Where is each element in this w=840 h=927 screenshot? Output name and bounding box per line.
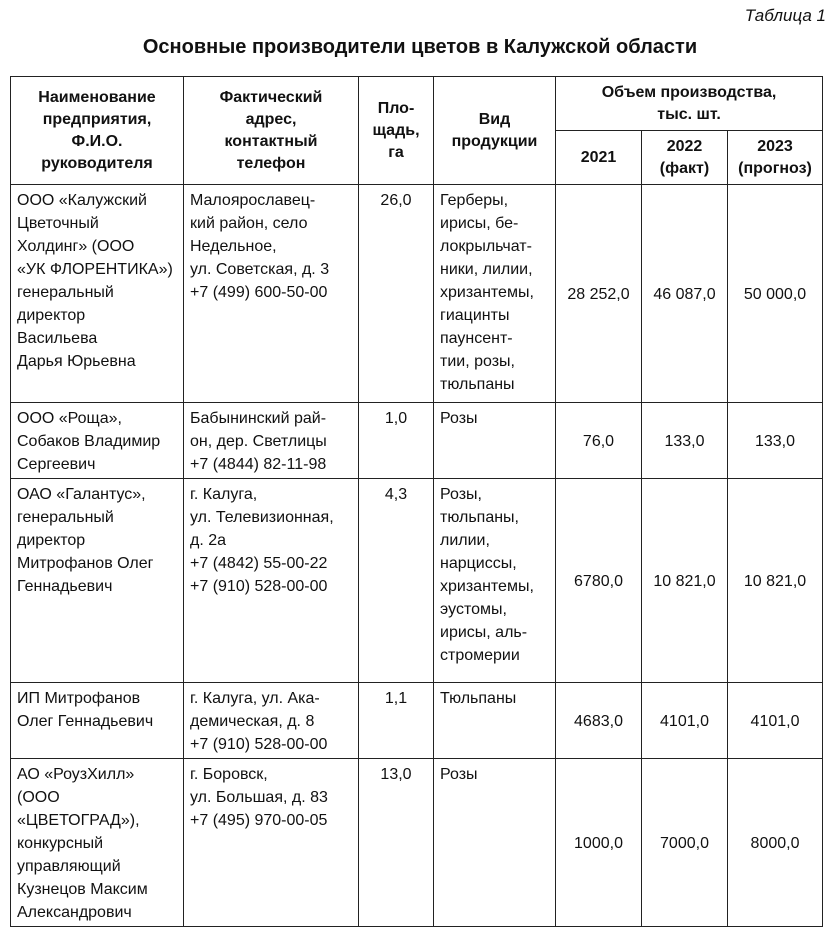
cell-volume-2023: 50 000,0 [728,185,823,403]
cell-products: Розы, тюльпаны, лилии, нарциссы, хризантемы, эустомы, ирисы, аль- стромерии [434,479,556,683]
cell-volume-2021: 4683,0 [556,683,642,759]
cell-area: 4,3 [359,479,434,683]
header-area: Пло- щадь, га [359,77,434,185]
cell-area: 1,1 [359,683,434,759]
cell-volume-2023: 10 821,0 [728,479,823,683]
header-production-volume: Объем производства, тыс. шт. [556,77,823,131]
cell-volume-2021: 28 252,0 [556,185,642,403]
cell-company: ООО «Роща», Собаков Владимир Сергеевич [11,403,184,479]
cell-volume-2022: 10 821,0 [642,479,728,683]
cell-company: ОАО «Галантус», генеральный директор Митрофанов Олег Геннадьевич [11,479,184,683]
cell-volume-2021: 1000,0 [556,759,642,927]
cell-volume-2021: 6780,0 [556,479,642,683]
cell-address: г. Калуга, ул. Ака- демическая, д. 8 +7 (910) 528-00-00 [184,683,359,759]
cell-area: 1,0 [359,403,434,479]
table-body [11,185,823,927]
cell-area: 13,0 [359,759,434,927]
cell-products: Тюльпаны [434,683,556,759]
cell-volume-2023: 8000,0 [728,759,823,927]
cell-company: ИП Митрофанов Олег Геннадьевич [11,683,184,759]
cell-volume-2022: 7000,0 [642,759,728,927]
header-year-2021: 2021 [556,131,642,185]
table-number-label: Таблица 1 [744,6,826,25]
cell-volume-2022: 133,0 [642,403,728,479]
cell-volume-2022: 4101,0 [642,683,728,759]
header-products: Вид продукции [434,77,556,185]
header-year-2023: 2023 (прогноз) [728,131,823,185]
cell-company: ООО «Калужский Цветочный Холдинг» (ООО «УК ФЛОРЕНТИКА») генеральный директор Васильева Дарья Юрьевна [11,185,184,403]
cell-address: г. Калуга, ул. Телевизионная, д. 2а +7 (4842) 55-00-22 +7 (910) 528-00-00 [184,479,359,683]
table-row [11,185,823,403]
cell-products: Розы [434,403,556,479]
cell-company: АО «РоузХилл» (ООО «ЦВЕТОГРАД»), конкурсный управляющий Кузнецов Максим Александрович [11,759,184,927]
cell-address: Малоярославец- кий район, село Недельное, ул. Советская, д. 3 +7 (499) 600-50-00 [184,185,359,403]
cell-address: Бабынинский рай- он, дер. Светлицы +7 (4844) 82-11-98 [184,403,359,479]
table-row [11,683,823,759]
header-address: Фактический адрес, контактный телефон [184,77,359,185]
producers-table [10,76,823,927]
cell-address: г. Боровск, ул. Большая, д. 83 +7 (495) 970-00-05 [184,759,359,927]
table-row [11,479,823,683]
header-year-2022: 2022 (факт) [642,131,728,185]
cell-volume-2021: 76,0 [556,403,642,479]
table-row [11,403,823,479]
document-title: Основные производители цветов в Калужской области [142,36,698,58]
cell-volume-2023: 133,0 [728,403,823,479]
cell-area: 26,0 [359,185,434,403]
cell-products: Герберы, ирисы, бе- локрыльчат- ники, лилии, хризантемы, гиацинты паунсент- тии, розы, тюльпаны [434,185,556,403]
table-row [11,759,823,927]
header-company: Наименование предприятия, Ф.И.О. руководителя [11,77,184,185]
cell-volume-2023: 4101,0 [728,683,823,759]
cell-products: Розы [434,759,556,927]
cell-volume-2022: 46 087,0 [642,185,728,403]
